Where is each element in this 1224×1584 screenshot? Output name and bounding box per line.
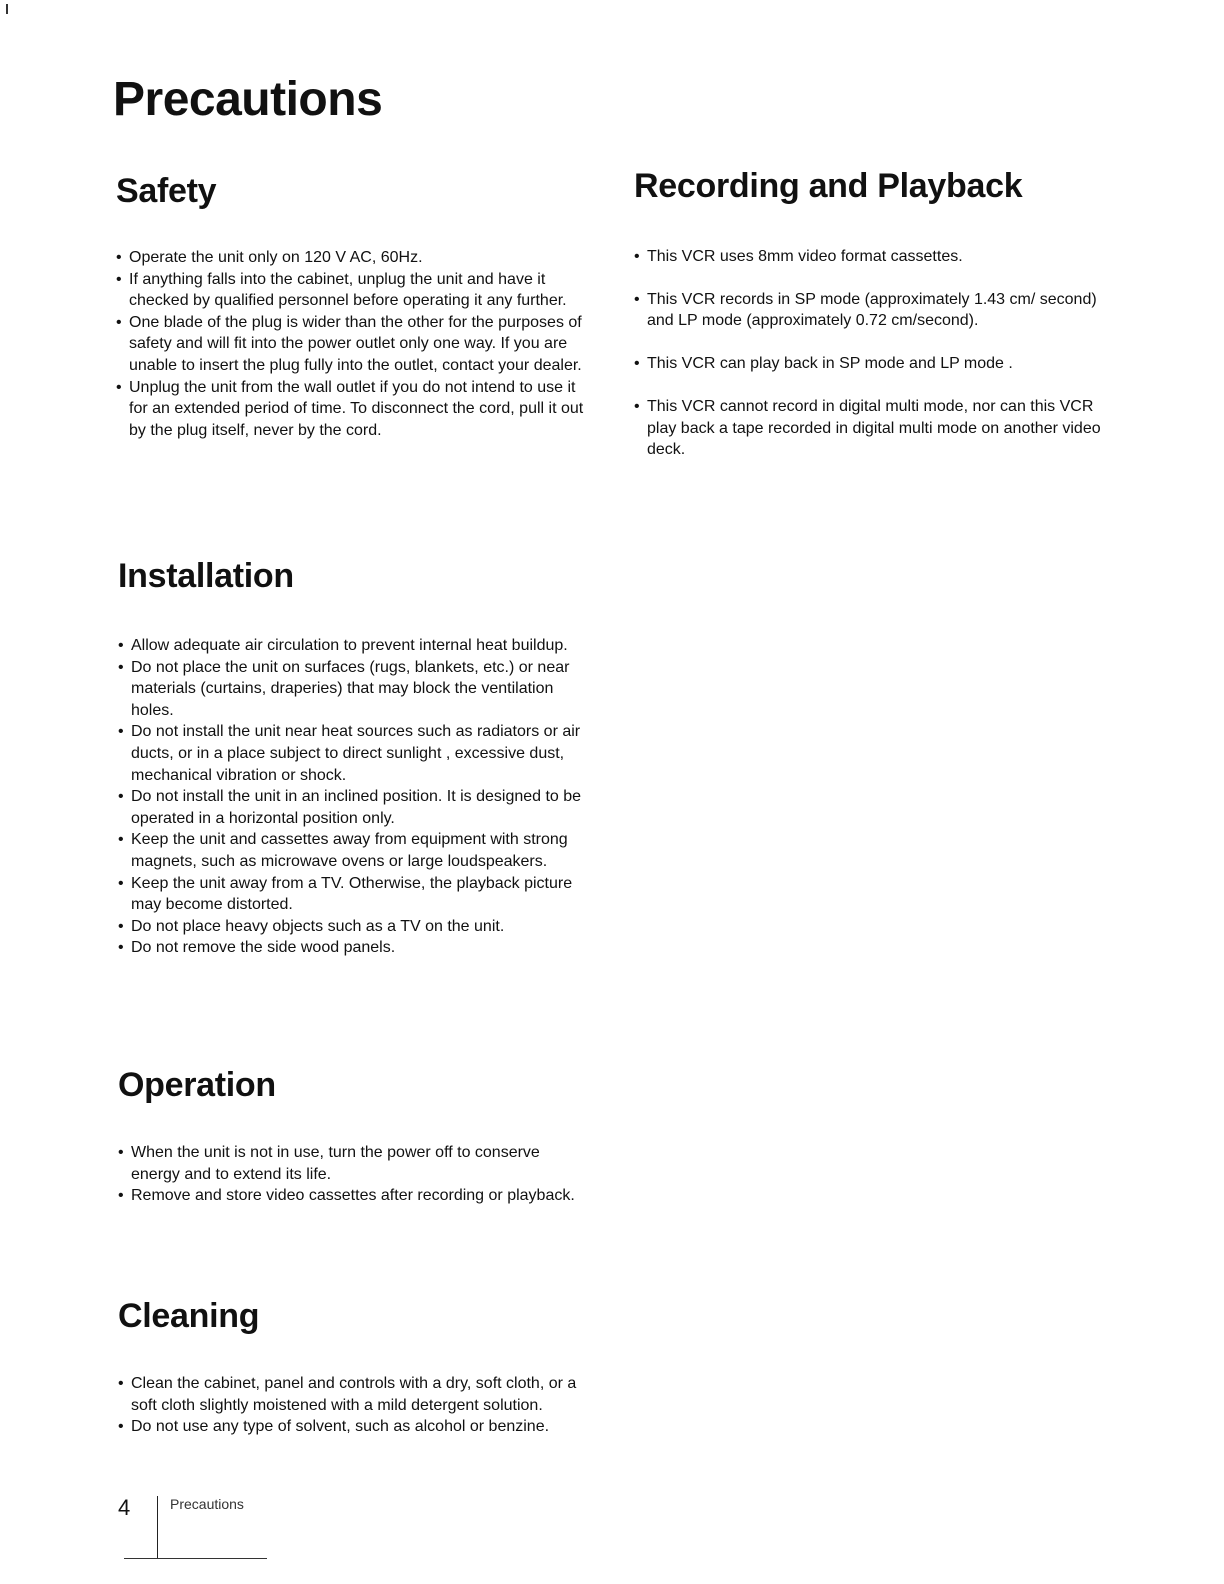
recording-playback-heading: Recording and Playback — [634, 167, 1023, 205]
list-item: • Unplug the unit from the wall outlet if you do not intend to use it for an extended period of time. To disconnect the cord, pull it out by the plug itself, never by the cord. — [116, 377, 586, 442]
list-item: • Do not remove the side wood panels. — [118, 937, 593, 959]
footer-underline — [124, 1558, 267, 1559]
list-item: • Do not place the unit on surfaces (rugs, blankets, etc.) or near materials (curtains, draperies) that may block the ventilation holes. — [118, 657, 593, 722]
list-item: • This VCR uses 8mm video format cassettes. — [634, 246, 1114, 268]
installation-heading: Installation — [118, 557, 294, 595]
scan-artifact — [6, 4, 8, 14]
list-item: • Keep the unit and cassettes away from equipment with strong magnets, such as microwave ovens or large loudspeakers. — [118, 829, 593, 872]
list-item: • One blade of the plug is wider than the other for the purposes of safety and will fit into the power outlet only one way. If you are unable to insert the plug fully into the outlet, contact your dealer. — [116, 312, 586, 377]
list-item: • Do not install the unit in an inclined position. It is designed to be operated in a horizontal position only. — [118, 786, 593, 829]
installation-section — [118, 559, 593, 959]
safety-list — [116, 247, 586, 441]
page-number: 4 — [118, 1495, 131, 1520]
list-item: • Remove and store video cassettes after recording or playback. — [118, 1185, 593, 1207]
safety-heading: Safety — [116, 172, 217, 210]
cleaning-list — [118, 1373, 593, 1438]
list-item: • Clean the cabinet, panel and controls with a dry, soft cloth, or a soft cloth slightly moistened with a mild detergent solution. — [118, 1373, 593, 1416]
list-item: • This VCR records in SP mode (approximately 1.43 cm/ second) and LP mode (approximately 0.72 cm/second). — [634, 289, 1114, 332]
recording-playback-list — [634, 246, 1114, 461]
list-item: • When the unit is not in use, turn the power off to conserve energy and to extend its life. — [118, 1142, 593, 1185]
list-item: • This VCR cannot record in digital multi mode, nor can this VCR play back a tape recorded in digital multi mode on another video deck. — [634, 396, 1114, 461]
list-item: • Allow adequate air circulation to prevent internal heat buildup. — [118, 635, 593, 657]
operation-heading: Operation — [118, 1066, 276, 1104]
cleaning-section — [118, 1299, 593, 1438]
list-item: • Do not use any type of solvent, such as alcohol or benzine. — [118, 1416, 593, 1438]
list-item: • If anything falls into the cabinet, unplug the unit and have it checked by qualified personnel before operating it any further. — [116, 269, 586, 312]
recording-playback-section — [634, 169, 1114, 482]
cleaning-heading: Cleaning — [118, 1297, 260, 1335]
list-item: • Keep the unit away from a TV. Otherwise, the playback picture may become distorted. — [118, 873, 593, 916]
footer-divider — [157, 1496, 158, 1558]
footer-section-label: Precautions — [170, 1496, 244, 1512]
list-item: • Do not install the unit near heat sources such as radiators or air ducts, or in a place subject to direct sunlight , excessive dust, mechanical vibration or shock. — [118, 721, 593, 786]
installation-list — [118, 635, 593, 959]
operation-section — [118, 1068, 593, 1207]
list-item: • Operate the unit only on 120 V AC, 60Hz. — [116, 247, 586, 269]
page-title: Precautions — [113, 73, 383, 126]
operation-list — [118, 1142, 593, 1207]
safety-section — [116, 174, 586, 441]
list-item: • Do not place heavy objects such as a TV on the unit. — [118, 916, 593, 938]
list-item: • This VCR can play back in SP mode and LP mode . — [634, 353, 1114, 375]
